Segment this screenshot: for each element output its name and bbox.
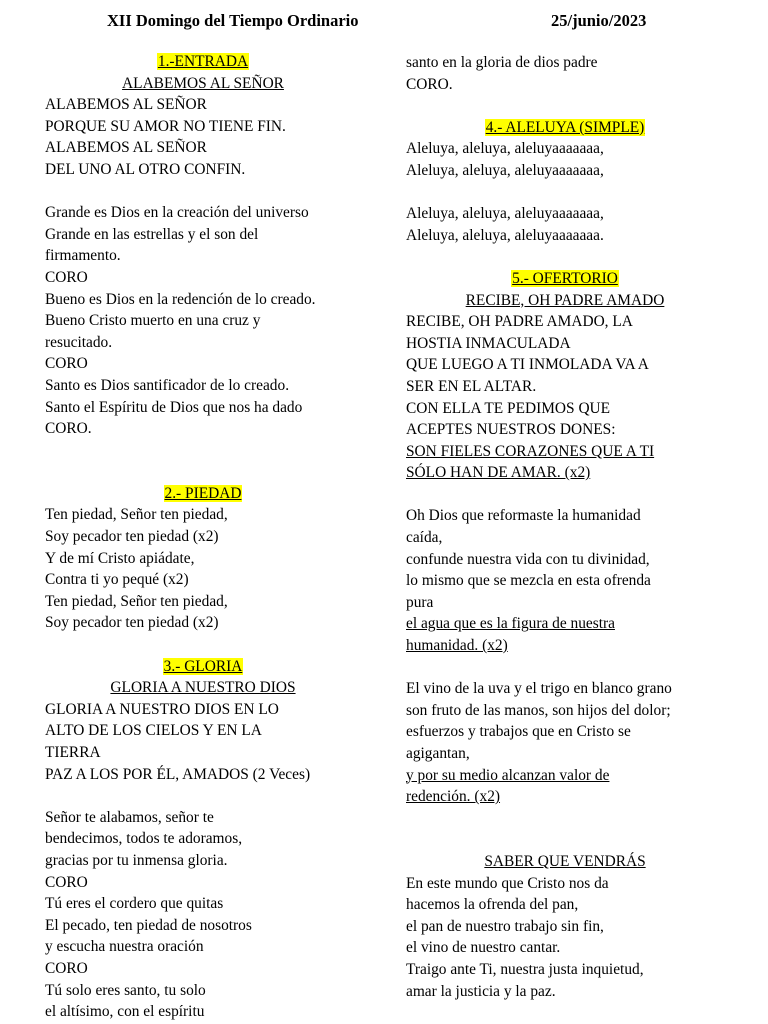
lyric-line: el altísimo, con el espíritu [45,1003,205,1021]
song-title: RECIBE, OH PADRE AMADO [465,291,665,309]
lyric-line: son fruto de las manos, son hijos del dolor; [406,701,671,719]
lyric-line: humanidad. (x2) [406,637,508,655]
blank-line [406,484,724,506]
lyric-line: ACEPTES NUESTROS DONES: [406,421,616,439]
lyric-line: En este mundo que Cristo nos da [406,874,609,892]
lyrics [406,505,724,613]
blank-line [406,182,724,204]
lyric-line: y escucha nuestra oración [45,938,204,956]
lyric-line: Soy pecador ten piedad (x2) [45,528,219,546]
lyric-line: ALABEMOS AL SEÑOR [45,139,207,157]
lyric-line: Contra ti yo pequé (x2) [45,571,189,589]
section-piedad [45,483,361,656]
section-ofertorio [406,268,724,851]
lyric-line: Grande en las estrellas y el son del [45,225,259,243]
lyric-line: Tú solo eres santo, tu solo [45,981,206,999]
lyric-line: Traigo ante Ti, nuestra justa inquietud, [406,960,644,978]
lyric-line: Y de mí Cristo apiádate, [45,549,195,567]
lyric-line: Oh Dios que reformaste la humanidad [406,507,641,525]
lyric-line: CORO. [45,420,92,438]
lyric-line: SER EN EL ALTAR. [406,377,537,395]
lyric-line: GLORIA A NUESTRO DIOS EN LO [45,700,279,718]
document-title: XII Domingo del Tiempo Ordinario [107,11,359,30]
lyric-line: Tú eres el cordero que quitas [45,895,224,913]
lyric-line: CON ELLA TE PEDIMOS QUE [406,399,611,417]
lyric-line: El pecado, ten piedad de nosotros [45,916,252,934]
lyric-line: Aleluya, aleluya, aleluyaaaaaaa. [406,226,604,244]
blank-line [45,181,361,203]
lyric-line: Aleluya, aleluya, aleluyaaaaaaa, [406,140,604,158]
document-date: 25/junio/2023 [551,11,647,30]
song-title: GLORIA A NUESTRO DIOS [110,679,296,697]
section-heading: 1.-ENTRADA [157,53,249,70]
blank-line [45,634,361,656]
lyric-line: pura [406,593,434,611]
lyric-line: firmamento. [45,247,121,265]
page-header [0,11,768,33]
section-heading: 5.- OFERTORIO [512,269,618,287]
blank-line [45,440,361,462]
lyric-line: ALABEMOS AL SEÑOR [45,96,207,114]
lyric-line: CORO [45,959,88,977]
lyric-line: CORO [45,873,88,891]
lyric-line: y por su medio alcanzan valor de [406,766,610,784]
lyrics [406,138,724,268]
lyric-line: gracias por tu inmensa gloria. [45,851,228,869]
lyric-line: esfuerzos y trabajos que en Cristo se [406,723,631,741]
section-gloria [45,656,361,1023]
lyric-line: ALTO DE LOS CIELOS Y EN LA [45,722,262,740]
lyric-line: lo mismo que se mezcla en esta ofrenda [406,572,651,590]
lyric-line: DEL UNO AL OTRO CONFIN. [45,160,246,178]
lyric-line: Soy pecador ten piedad (x2) [45,614,219,632]
lyrics [45,699,361,1023]
lyric-line: Santo es Dios santificador de lo creado. [45,376,290,394]
lyric-line: caída, [406,529,443,547]
lyric-line: CORO. [406,75,453,93]
section-gloria-continued [406,52,724,117]
lyrics-emphasis [406,613,724,656]
lyric-line: SON FIELES CORAZONES QUE A TI [406,442,655,460]
lyrics [406,678,724,764]
lyric-line: Señor te alabamos, señor te [45,808,214,826]
section-aleluya [406,117,724,268]
lyrics [406,311,724,441]
lyric-line: Bueno es Dios en la redención de lo creado. [45,290,316,308]
section-heading: 3.- GLORIA [163,657,243,675]
left-column [45,51,361,1023]
lyric-line: Santo el Espíritu de Dios que nos ha dado [45,398,303,416]
lyric-line: CORO [45,355,88,373]
lyric-line: Aleluya, aleluya, aleluyaaaaaaa, [406,161,604,179]
song-title: SABER QUE VENDRÁS [484,852,646,870]
blank-line [406,808,724,830]
lyric-line: CORO [45,268,88,286]
blank-line [406,95,724,117]
song-title: ALABEMOS AL SEÑOR [122,74,284,92]
lyric-line: santo en la gloria de dios padre [406,54,598,71]
section-saber-que-vendras [406,851,724,1002]
lyric-line: el agua que es la figura de nuestra [406,615,615,633]
lyric-line: amar la justicia y la paz. [406,982,556,1000]
lyrics [406,873,724,1003]
lyric-line: hacemos la ofrenda del pan, [406,896,579,914]
lyrics [406,52,724,117]
lyric-line: QUE LUEGO A TI INMOLADA VA A [406,356,649,374]
lyric-line: redención. (x2) [406,788,501,806]
blank-line [45,461,361,483]
lyric-line: Grande es Dios en la creación del universo [45,204,309,222]
lyric-line: PORQUE SU AMOR NO TIENE FIN. [45,117,286,135]
lyric-line: agigantan, [406,745,470,762]
lyric-line: confunde nuestra vida con tu divinidad, [406,550,650,568]
blank-line [406,657,724,679]
lyrics-emphasis [406,765,724,808]
lyrics [45,94,361,483]
lyric-line: Ten piedad, Señor ten piedad, [45,592,228,610]
section-heading: 4.- ALELUYA (SIMPLE) [485,118,645,136]
right-column [406,52,724,1002]
lyric-line: TIERRA [45,744,101,761]
lyric-line: PAZ A LOS POR ÉL, AMADOS (2 Veces) [45,765,311,783]
blank-line [406,829,724,851]
lyric-line: RECIBE, OH PADRE AMADO, LA [406,313,633,331]
lyric-line: Ten piedad, Señor ten piedad, [45,506,228,524]
blank-line [45,785,361,807]
lyric-line: El vino de la uva y el trigo en blanco grano [406,680,672,698]
section-entrada [45,51,361,483]
lyric-line: HOSTIA INMACULADA [406,334,571,352]
lyric-line: bendecimos, todos te adoramos, [45,830,243,848]
lyric-line: SÓLO HAN DE AMAR. (x2) [406,464,591,482]
lyric-line: el pan de nuestro trabajo sin fin, [406,917,604,935]
lyrics-emphasis [406,441,724,484]
lyrics [45,504,361,655]
lyric-line: resucitado. [45,333,113,351]
section-heading: 2.- PIEDAD [164,484,242,502]
lyric-line: Bueno Cristo muerto en una cruz y [45,312,261,330]
lyric-line: el vino de nuestro cantar. [406,939,561,957]
lyric-line: Aleluya, aleluya, aleluyaaaaaaa, [406,205,604,223]
blank-line [406,246,724,268]
